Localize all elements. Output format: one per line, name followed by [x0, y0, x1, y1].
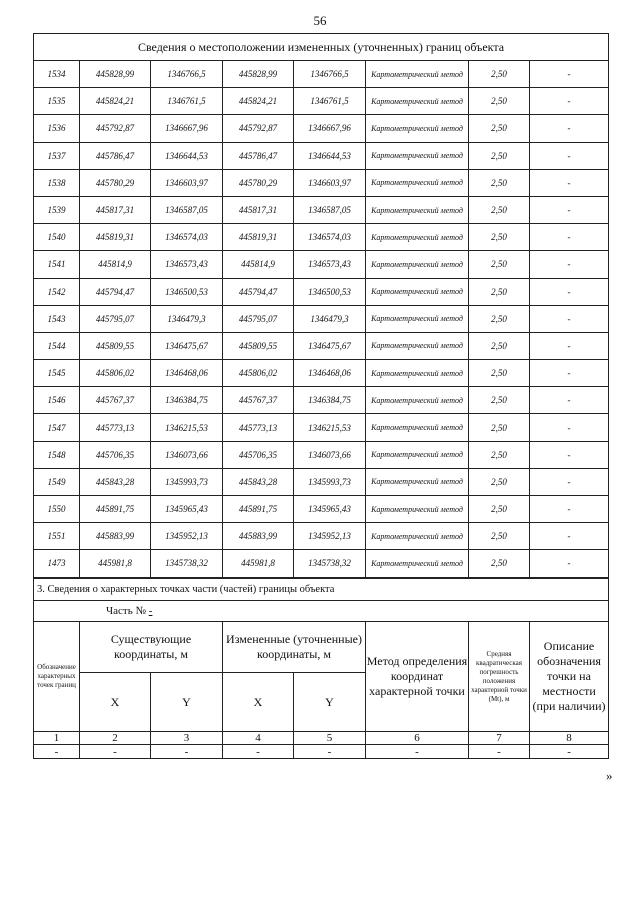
method-cell: Картометрический метод: [366, 142, 469, 169]
empty-cell: -: [530, 745, 609, 759]
existing-x-cell: 445891,75: [80, 496, 151, 523]
changed-y-cell: 1346644,53: [294, 142, 366, 169]
accuracy-cell: 2,50: [469, 169, 530, 196]
existing-y-cell: 1346500,53: [151, 278, 223, 305]
changed-x-cell: 445806,02: [223, 360, 294, 387]
description-cell: -: [530, 115, 609, 142]
method-cell: Картометрический метод: [366, 224, 469, 251]
existing-x-cell: 445981,8: [80, 550, 151, 577]
part-value: -: [148, 605, 153, 617]
changed-x-header: X: [223, 673, 294, 732]
existing-x-cell: 445795,07: [80, 305, 151, 332]
table-row: [34, 251, 609, 278]
existing-y-cell: 1346667,96: [151, 115, 223, 142]
changed-x-cell: 445828,99: [223, 61, 294, 88]
table-row: [34, 414, 609, 441]
accuracy-cell: 2,50: [469, 332, 530, 359]
changed-x-cell: 445809,55: [223, 332, 294, 359]
changed-y-cell: 1346667,96: [294, 115, 366, 142]
method-cell: Картометрический метод: [366, 360, 469, 387]
empty-cell: -: [223, 745, 294, 759]
table-row: [34, 142, 609, 169]
existing-y-cell: 1345952,13: [151, 523, 223, 550]
existing-y-cell: 1345965,43: [151, 496, 223, 523]
table-row: [34, 88, 609, 115]
empty-cell: -: [294, 745, 366, 759]
changed-y-cell: 1346574,03: [294, 224, 366, 251]
changed-x-cell: 445819,31: [223, 224, 294, 251]
existing-y-cell: 1346479,3: [151, 305, 223, 332]
col-description-header: Описание обозначения точки на местности (при наличии): [530, 622, 609, 732]
method-cell: Картометрический метод: [366, 441, 469, 468]
point-number-cell: 1542: [34, 278, 80, 305]
description-cell: -: [530, 360, 609, 387]
existing-y-cell: 1346073,66: [151, 441, 223, 468]
method-cell: Картометрический метод: [366, 332, 469, 359]
existing-y-cell: 1345738,32: [151, 550, 223, 577]
table-row: [34, 441, 609, 468]
existing-x-cell: 445819,31: [80, 224, 151, 251]
method-cell: Картометрический метод: [366, 496, 469, 523]
existing-y-header: Y: [151, 673, 223, 732]
col-accuracy-header: Средняя квадратическая погрешность положения характерной точки (Мt), м: [469, 622, 530, 732]
existing-y-cell: 1345993,73: [151, 468, 223, 495]
accuracy-cell: 2,50: [469, 61, 530, 88]
table-row: [34, 115, 609, 142]
table-row: [34, 523, 609, 550]
accuracy-cell: 2,50: [469, 142, 530, 169]
column-number: 7: [469, 732, 530, 745]
description-cell: -: [530, 61, 609, 88]
existing-y-cell: 1346603,97: [151, 169, 223, 196]
description-cell: -: [530, 305, 609, 332]
description-cell: -: [530, 251, 609, 278]
changed-x-cell: 445883,99: [223, 523, 294, 550]
description-cell: -: [530, 441, 609, 468]
existing-y-cell: 1346587,05: [151, 196, 223, 223]
changed-x-cell: 445843,28: [223, 468, 294, 495]
description-cell: -: [530, 414, 609, 441]
point-number-cell: 1541: [34, 251, 80, 278]
point-number-cell: 1473: [34, 550, 80, 577]
existing-y-cell: 1346468,06: [151, 360, 223, 387]
point-number-cell: 1540: [34, 224, 80, 251]
part-points-table: [33, 578, 609, 759]
existing-y-cell: 1346574,03: [151, 224, 223, 251]
changed-y-cell: 1346603,97: [294, 169, 366, 196]
point-number-cell: 1546: [34, 387, 80, 414]
changed-y-header: Y: [294, 673, 366, 732]
empty-cell: -: [34, 745, 80, 759]
table-title: Сведения о местоположении измененных (уточненных) границ объекта: [34, 34, 609, 61]
method-cell: Картометрический метод: [366, 61, 469, 88]
changed-y-cell: 1345993,73: [294, 468, 366, 495]
description-cell: -: [530, 468, 609, 495]
changed-x-cell: 445794,47: [223, 278, 294, 305]
accuracy-cell: 2,50: [469, 88, 530, 115]
method-cell: Картометрический метод: [366, 523, 469, 550]
method-cell: Картометрический метод: [366, 278, 469, 305]
table-row: [34, 224, 609, 251]
page-number: 56: [313, 13, 327, 28]
changed-x-cell: 445817,31: [223, 196, 294, 223]
method-cell: Картометрический метод: [366, 305, 469, 332]
accuracy-cell: 2,50: [469, 224, 530, 251]
point-number-cell: 1548: [34, 441, 80, 468]
existing-y-cell: 1346215,53: [151, 414, 223, 441]
table-row: [34, 468, 609, 495]
column-number: 5: [294, 732, 366, 745]
changed-y-cell: 1346500,53: [294, 278, 366, 305]
point-number-cell: 1538: [34, 169, 80, 196]
changed-x-cell: 445814,9: [223, 251, 294, 278]
changed-y-cell: 1345952,13: [294, 523, 366, 550]
point-number-cell: 1544: [34, 332, 80, 359]
existing-x-cell: 445828,99: [80, 61, 151, 88]
method-cell: Картометрический метод: [366, 169, 469, 196]
point-number-cell: 1545: [34, 360, 80, 387]
existing-y-cell: 1346766,5: [151, 61, 223, 88]
table-row: [34, 550, 609, 577]
description-cell: -: [530, 523, 609, 550]
changed-y-cell: 1346073,66: [294, 441, 366, 468]
table-row: [34, 169, 609, 196]
existing-x-cell: 445786,47: [80, 142, 151, 169]
existing-x-cell: 445773,13: [80, 414, 151, 441]
col-point-header: Обозначение характерных точек границ: [34, 622, 80, 732]
changed-x-cell: 445773,13: [223, 414, 294, 441]
accuracy-cell: 2,50: [469, 523, 530, 550]
description-cell: -: [530, 550, 609, 577]
changed-x-cell: 445706,35: [223, 441, 294, 468]
description-cell: -: [530, 142, 609, 169]
col-changed-header: Измененные (уточненные) координаты, м: [223, 622, 366, 673]
empty-cell: -: [469, 745, 530, 759]
accuracy-cell: 2,50: [469, 468, 530, 495]
description-cell: -: [530, 278, 609, 305]
table-row: [34, 332, 609, 359]
point-number-cell: 1543: [34, 305, 80, 332]
existing-x-cell: 445883,99: [80, 523, 151, 550]
existing-y-cell: 1346644,53: [151, 142, 223, 169]
existing-x-cell: 445794,47: [80, 278, 151, 305]
accuracy-cell: 2,50: [469, 360, 530, 387]
description-cell: -: [530, 496, 609, 523]
point-number-cell: 1549: [34, 468, 80, 495]
table-row: [34, 61, 609, 88]
changed-x-cell: 445891,75: [223, 496, 294, 523]
point-number-cell: 1539: [34, 196, 80, 223]
accuracy-cell: 2,50: [469, 550, 530, 577]
closing-quote: »: [606, 768, 613, 783]
table-row: [34, 278, 609, 305]
accuracy-cell: 2,50: [469, 441, 530, 468]
empty-cell: -: [151, 745, 223, 759]
method-cell: Картометрический метод: [366, 251, 469, 278]
changed-x-cell: 445795,07: [223, 305, 294, 332]
changed-y-cell: 1346384,75: [294, 387, 366, 414]
point-number-cell: 1536: [34, 115, 80, 142]
existing-y-cell: 1346384,75: [151, 387, 223, 414]
column-number: 1: [34, 732, 80, 745]
method-cell: Картометрический метод: [366, 196, 469, 223]
changed-x-cell: 445981,8: [223, 550, 294, 577]
point-number-cell: 1534: [34, 61, 80, 88]
part-label: Часть №: [106, 605, 146, 617]
description-cell: -: [530, 387, 609, 414]
changed-y-cell: 1346468,06: [294, 360, 366, 387]
changed-x-cell: 445780,29: [223, 169, 294, 196]
method-cell: Картометрический метод: [366, 115, 469, 142]
changed-y-cell: 1345965,43: [294, 496, 366, 523]
changed-x-cell: 445767,37: [223, 387, 294, 414]
existing-x-cell: 445824,21: [80, 88, 151, 115]
part-number-line: [34, 601, 609, 622]
accuracy-cell: 2,50: [469, 496, 530, 523]
accuracy-cell: 2,50: [469, 278, 530, 305]
column-number: 4: [223, 732, 294, 745]
table-row: [34, 305, 609, 332]
boundary-coordinates-table: [33, 33, 609, 578]
existing-x-cell: 445792,87: [80, 115, 151, 142]
accuracy-cell: 2,50: [469, 196, 530, 223]
existing-y-cell: 1346573,43: [151, 251, 223, 278]
changed-x-cell: 445792,87: [223, 115, 294, 142]
existing-x-cell: 445809,55: [80, 332, 151, 359]
col-method-header: Метод определения координат характерной точки: [366, 622, 469, 732]
method-cell: Картометрический метод: [366, 88, 469, 115]
accuracy-cell: 2,50: [469, 414, 530, 441]
description-cell: -: [530, 88, 609, 115]
column-number: 2: [80, 732, 151, 745]
changed-x-cell: 445824,21: [223, 88, 294, 115]
accuracy-cell: 2,50: [469, 115, 530, 142]
table-row: [34, 360, 609, 387]
method-cell: Картометрический метод: [366, 387, 469, 414]
existing-x-cell: 445780,29: [80, 169, 151, 196]
changed-y-cell: 1346475,67: [294, 332, 366, 359]
changed-y-cell: 1346766,5: [294, 61, 366, 88]
existing-x-cell: 445806,02: [80, 360, 151, 387]
table-row: [34, 387, 609, 414]
point-number-cell: 1535: [34, 88, 80, 115]
accuracy-cell: 2,50: [469, 387, 530, 414]
existing-y-cell: 1346475,67: [151, 332, 223, 359]
description-cell: -: [530, 224, 609, 251]
description-cell: -: [530, 332, 609, 359]
accuracy-cell: 2,50: [469, 251, 530, 278]
existing-y-cell: 1346761,5: [151, 88, 223, 115]
existing-x-cell: 445817,31: [80, 196, 151, 223]
empty-cell: -: [80, 745, 151, 759]
point-number-cell: 1547: [34, 414, 80, 441]
changed-y-cell: 1346479,3: [294, 305, 366, 332]
method-cell: Картометрический метод: [366, 414, 469, 441]
changed-x-cell: 445786,47: [223, 142, 294, 169]
accuracy-cell: 2,50: [469, 305, 530, 332]
existing-x-cell: 445767,37: [80, 387, 151, 414]
table-row: [34, 496, 609, 523]
description-cell: -: [530, 169, 609, 196]
point-number-cell: 1551: [34, 523, 80, 550]
method-cell: Картометрический метод: [366, 550, 469, 577]
existing-x-cell: 445843,28: [80, 468, 151, 495]
changed-y-cell: 1346761,5: [294, 88, 366, 115]
existing-x-cell: 445814,9: [80, 251, 151, 278]
changed-y-cell: 1345738,32: [294, 550, 366, 577]
section-3-title: 3. Сведения о характерных точках части (частей) границы объекта: [34, 579, 609, 601]
point-number-cell: 1537: [34, 142, 80, 169]
empty-cell: -: [366, 745, 469, 759]
column-number: 6: [366, 732, 469, 745]
table-row: [34, 196, 609, 223]
column-number: 3: [151, 732, 223, 745]
method-cell: Картометрический метод: [366, 468, 469, 495]
changed-y-cell: 1346215,53: [294, 414, 366, 441]
description-cell: -: [530, 196, 609, 223]
column-number: 8: [530, 732, 609, 745]
point-number-cell: 1550: [34, 496, 80, 523]
existing-x-header: X: [80, 673, 151, 732]
col-existing-header: Существующие координаты, м: [80, 622, 223, 673]
changed-y-cell: 1346573,43: [294, 251, 366, 278]
changed-y-cell: 1346587,05: [294, 196, 366, 223]
existing-x-cell: 445706,35: [80, 441, 151, 468]
